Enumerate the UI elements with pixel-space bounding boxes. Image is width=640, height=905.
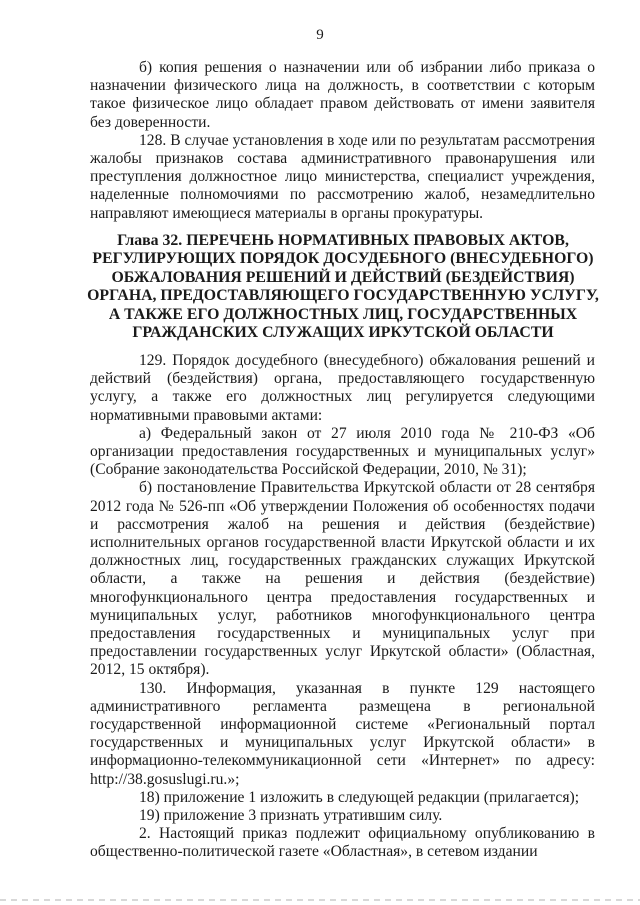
paragraph-129: 129. Порядок досудебного (внесудебного) обжалования решений и действий (бездействия) органа, предоставляющего государственную услугу, а также его должностных лиц регулируется следующими нормативными правовыми актами: bbox=[90, 352, 595, 424]
scan-edge-line bbox=[0, 899, 640, 901]
chapter-heading: Глава 32. ПЕРЕЧЕНЬ НОРМАТИВНЫХ ПРАВОВЫХ АКТОВ, РЕГУЛИРУЮЩИХ ПОРЯДОК ДОСУДЕБНОГО (ВНЕСУДЕБНОГО) ОБЖАЛОВАНИЯ РЕШЕНИЙ И ДЕЙСТВИЙ (БЕЗДЕЙСТВИЯ) ОРГАНА, ПРЕДОСТАВЛЯЮЩЕГО ГОСУДАРСТВЕННУЮ УСЛУГУ, А ТАКЖЕ ЕГО ДОЛЖНОСТНЫХ ЛИЦ, ГОСУДАРСТВЕННЫХ ГРАЖДАНСКИХ СЛУЖАЩИХ ИРКУТСКОЙ ОБЛАСТИ bbox=[87, 232, 599, 342]
paragraph-item-18: 18) приложение 1 изложить в следующей редакции (прилагается); bbox=[139, 788, 580, 806]
paragraph-2: 2. Настоящий приказ подлежит официальному опубликованию в общественно-политической газете «Областная», в сетевом издании bbox=[90, 825, 595, 861]
paragraph-130: 130. Информация, указанная в пункте 129 настоящего административного регламента размещена в региональной государственной информационной системе «Региональный портал государственных и муниципальных услуг Иркутской области» в информационно-телекоммуникационной сети «Интернет» по адресу: http://38.gosuslugi.ru.»; bbox=[90, 679, 595, 788]
paragraph-128: 128. В случае установления в ходе или по результатам рассмотрения жалобы признаков состава административного правонарушения или преступления должностное лицо министерства, специалист учреждения, наделенные полномочиями по рассмотрению жалоб, незамедлительно направляют имеющиеся материалы в органы прокуратуры. bbox=[90, 131, 595, 222]
top-paragraphs bbox=[90, 59, 595, 223]
paragraph-item-a: а) Федеральный закон от 27 июля 2010 года № 210-ФЗ «Об организации предоставления государственных и муниципальных услуг» (Собрание законодательства Российской Федерации, 2010, № 31); bbox=[90, 424, 595, 479]
page-number: 9 bbox=[316, 27, 324, 43]
paragraph-item-b: б) копия решения о назначении или об избрании либо приказа о назначении физического лица на должность, в соответствии с которым такое физическое лицо обладает правом действовать от имени заявителя без доверенности. bbox=[90, 59, 595, 131]
main-paragraphs bbox=[90, 352, 595, 862]
paragraph-item-19: 19) приложение 3 признать утратившим силу. bbox=[139, 807, 443, 825]
paragraph-item-b2: б) постановление Правительства Иркутской области от 28 сентября 2012 года № 526-пп «Об утверждении Положения об особенностях подачи и рассмотрения жалоб на решения и действия (бездействие) исполнительных органов государственной власти Иркутской области и их должностных лиц, государственных гражданских служащих Иркутской области, а также на решения и действия (бездействие) многофункционального центра предоставления государственных и муниципальных услуг, работников многофункционального центра предоставления государственных и муниципальных услуг при предоставлении государственных услуг Иркутской области» (Областная, 2012, 15 октября). bbox=[90, 479, 595, 679]
